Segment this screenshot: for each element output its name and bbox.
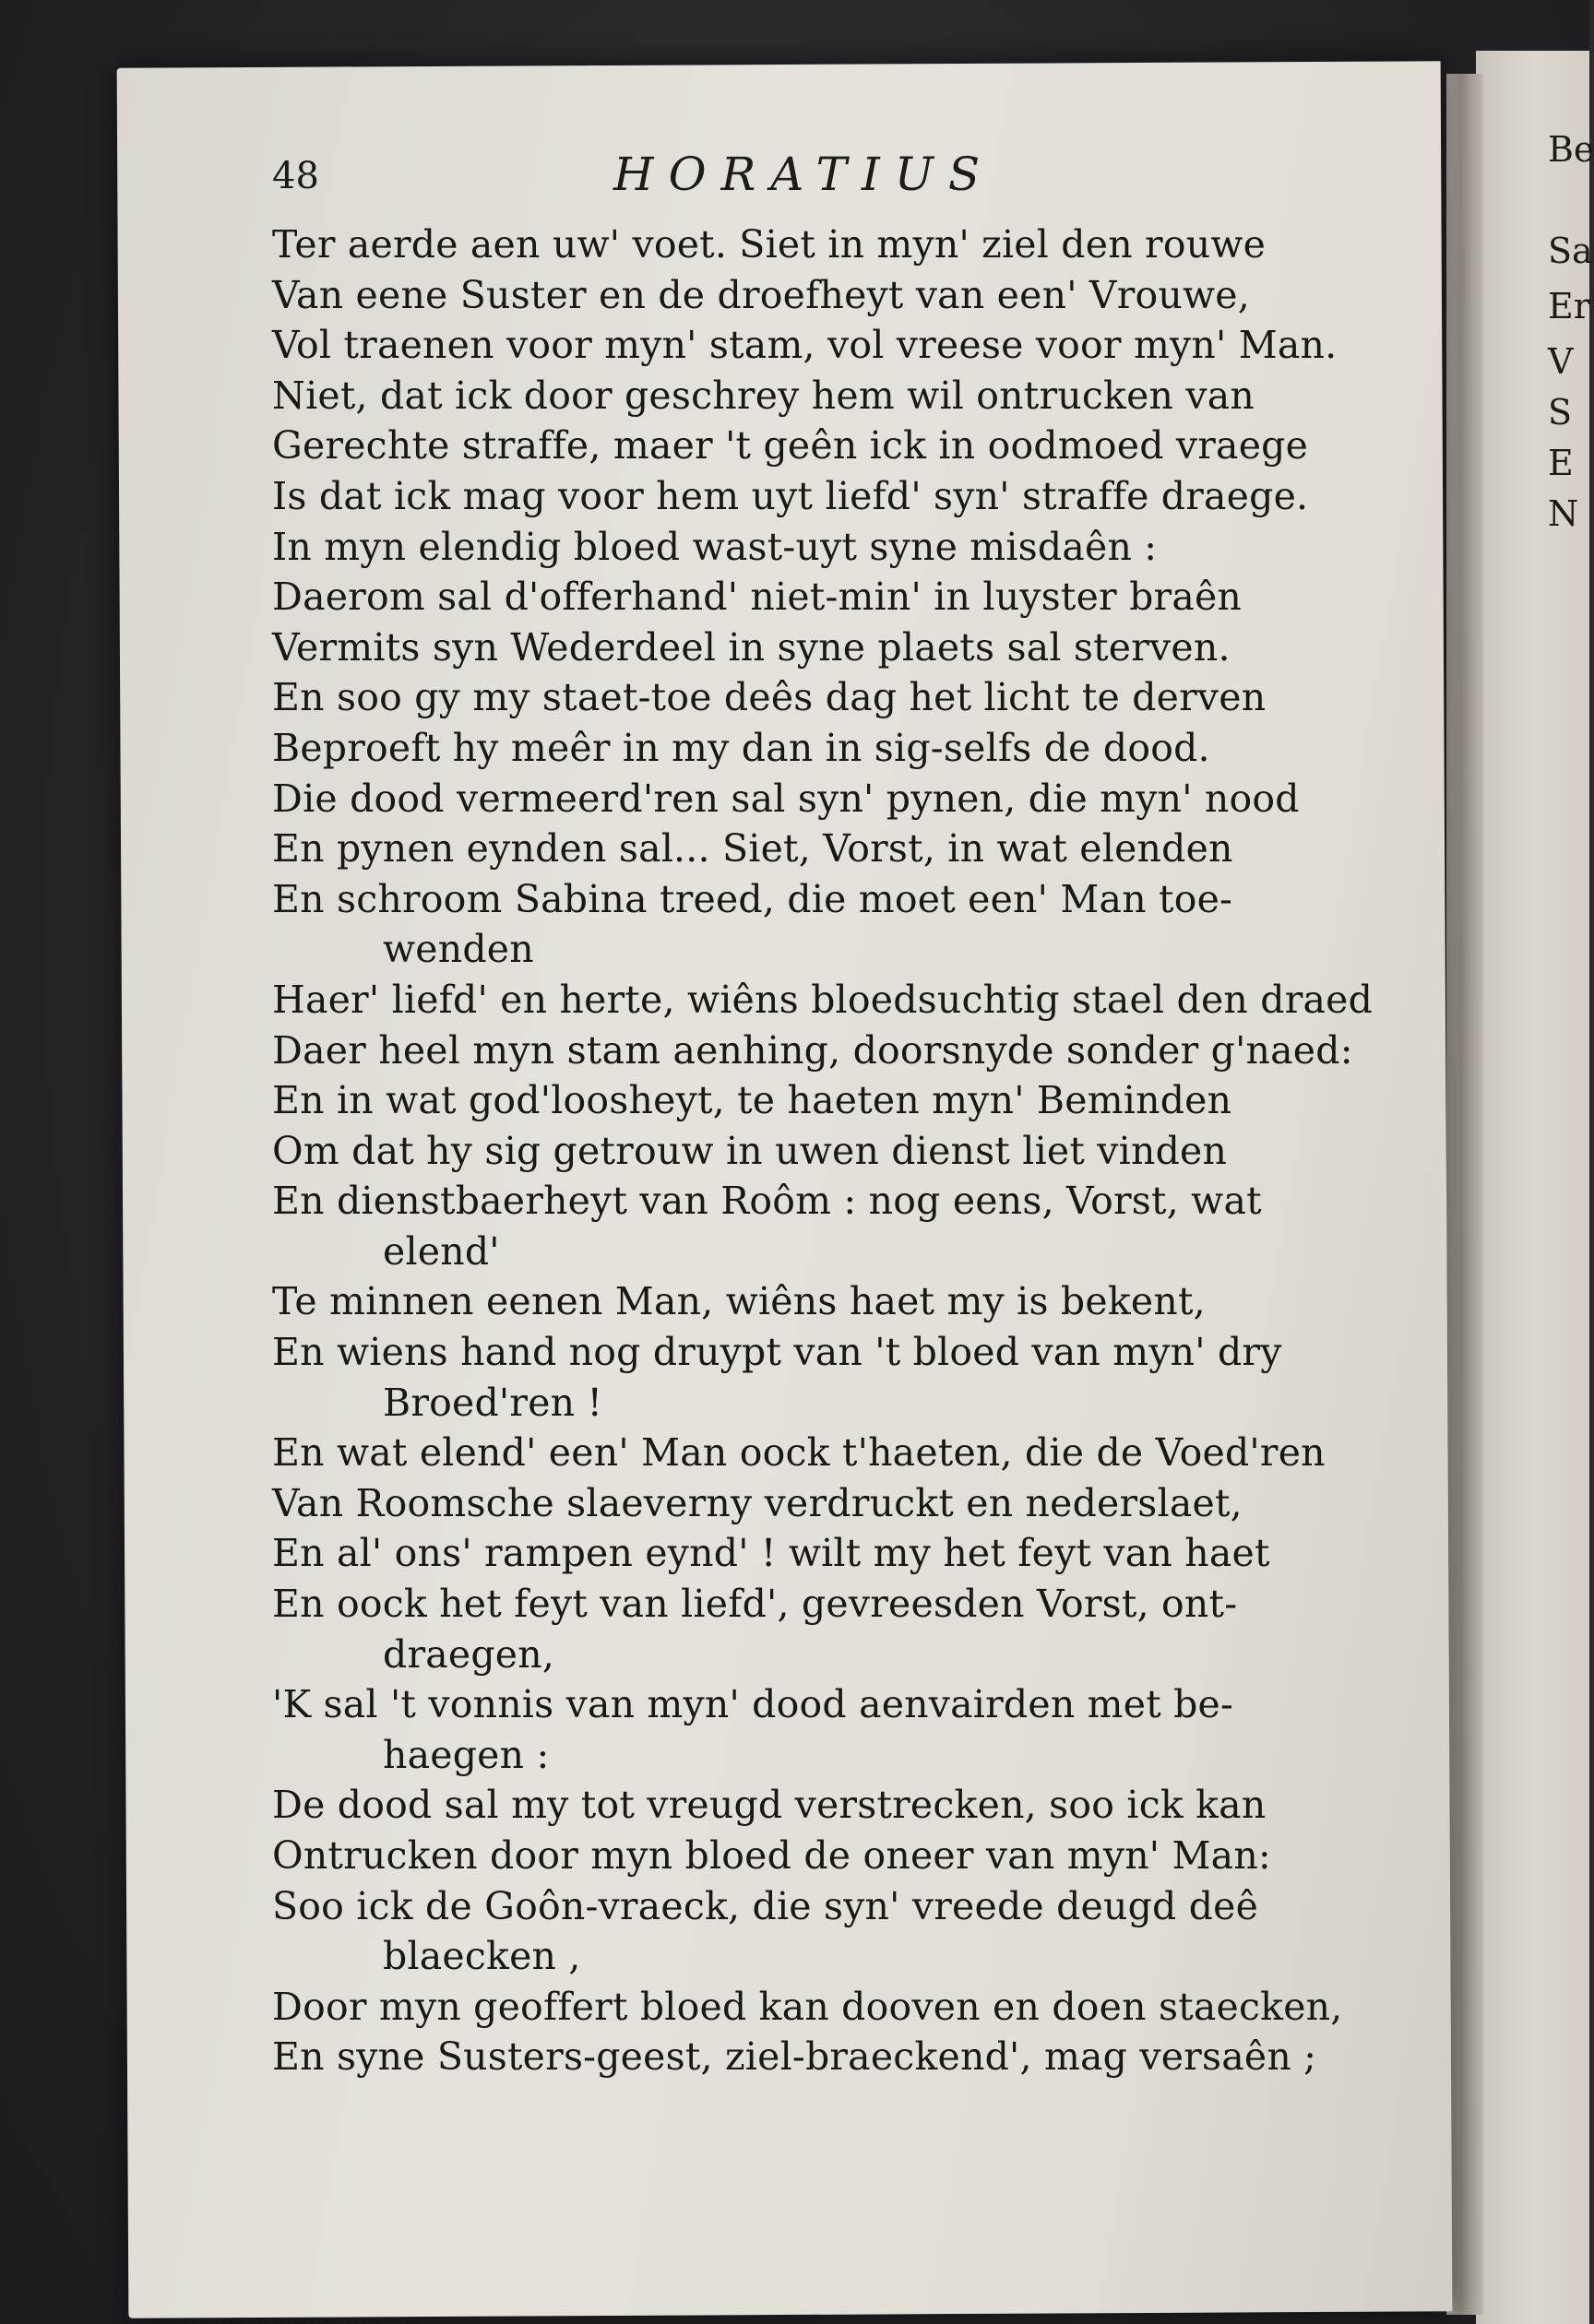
book-gutter	[1446, 74, 1483, 2315]
verse-line: Van eene Suster en de droefheyt van een' Vrouwe,	[272, 272, 1250, 317]
facing-page	[1476, 51, 1594, 2324]
verse-line: En schroom Sabina treed, die moet een' Man toe-	[272, 876, 1233, 921]
verse-line: De dood sal my tot vreugd verstrecken, soo ick kan	[272, 1783, 1267, 1828]
verse-line: Ontrucken door myn bloed de oneer van myn' Man:	[272, 1833, 1271, 1878]
verse-line: En syne Susters-geest, ziel-braeckend', mag versaên ;	[272, 2034, 1317, 2080]
running-head: HORATIUS	[613, 148, 995, 201]
verse-line: En pynen eynden sal... Siet, Vorst, in wat elenden	[272, 826, 1233, 872]
verse-line: Door myn geoffert bloed kan dooven en doen staecken,	[272, 1984, 1343, 2029]
verse-line-continuation: blaecken ,	[383, 1934, 581, 1979]
verse-line-continuation: draegen,	[383, 1631, 555, 1677]
verse-line: Om dat hy sig getrouw in uwen dienst liet vinden	[272, 1128, 1228, 1173]
page-number: 48	[272, 155, 319, 197]
facing-page-fragment: S	[1548, 392, 1573, 433]
verse-text	[272, 219, 1407, 2082]
verse-line: En in wat god'loosheyt, te haeten myn' Beminden	[272, 1078, 1232, 1123]
page-header	[272, 148, 1379, 212]
verse-line-continuation: elend'	[383, 1228, 500, 1274]
verse-line: En wiens hand nog druypt van 't bloed van myn' dry	[272, 1330, 1282, 1375]
verse-line: Beproeft hy meêr in my dan in sig-selfs de dood.	[272, 725, 1210, 770]
verse-line: Daerom sal d'offerhand' niet-min' in luyster braên	[272, 575, 1243, 620]
verse-line: Daer heel myn stam aenhing, doorsnyde sonder g'naed:	[272, 1027, 1353, 1073]
facing-page-fragment: E	[1548, 443, 1574, 483]
verse-line: En oock het feyt van liefd', gevreesden Vorst, ont-	[272, 1582, 1238, 1627]
verse-line: Soo ick de Goôn-vraeck, die syn' vreede deugd deê	[272, 1883, 1259, 1928]
facing-page-fragment: V	[1548, 341, 1574, 382]
verse-line: Vermits syn Wederdeel in syne plaets sal sterven.	[272, 624, 1231, 670]
verse-line: Is dat ick mag voor hem uyt liefd' syn' straffe draege.	[272, 473, 1309, 518]
facing-page-fragment: Er	[1548, 286, 1590, 326]
verse-line-continuation: wenden	[383, 927, 534, 972]
verse-line: Niet, dat ick door geschrey hem wil ontrucken van	[272, 373, 1255, 418]
verse-line: En soo gy my staet-toe deês dag het licht te derven	[272, 675, 1267, 720]
verse-line: Gerechte straffe, maer 't geên ick in oodmoed vraege	[272, 423, 1309, 468]
verse-line: Vol traenen voor myn' stam, vol vreese voor myn' Man.	[272, 323, 1338, 368]
verse-line: En dienstbaerheyt van Roôm : nog eens, Vorst, wat	[272, 1179, 1262, 1224]
verse-line: En al' ons' rampen eynd' ! wilt my het feyt van haet	[272, 1531, 1270, 1576]
facing-page-fragment: Sa	[1548, 231, 1593, 271]
verse-line: Te minnen eenen Man, wiêns haet my is bekent,	[272, 1279, 1206, 1324]
verse-line: Ter aerde aen uw' voet. Siet in myn' ziel den rouwe	[272, 222, 1267, 267]
verse-line: En wat elend' een' Man oock t'haeten, die de Voed'ren	[272, 1430, 1326, 1476]
verse-line-continuation: Broed'ren !	[383, 1380, 603, 1425]
facing-page-fragment: Be	[1548, 129, 1594, 170]
verse-line: Die dood vermeerd'ren sal syn' pynen, die myn' nood	[272, 776, 1300, 821]
verse-line-continuation: haegen :	[383, 1732, 550, 1777]
verse-line: In myn elendig bloed wast-uyt syne misdaên :	[272, 524, 1158, 569]
verse-line: 'K sal 't vonnis van myn' dood aenvairden met be-	[272, 1682, 1234, 1727]
verse-line: Haer' liefd' en herte, wiêns bloedsuchtig stael den draed	[272, 977, 1374, 1022]
facing-page-fragment: N	[1548, 493, 1579, 534]
verse-line: Van Roomsche slaeverny verdruckt en nederslaet,	[272, 1480, 1243, 1525]
